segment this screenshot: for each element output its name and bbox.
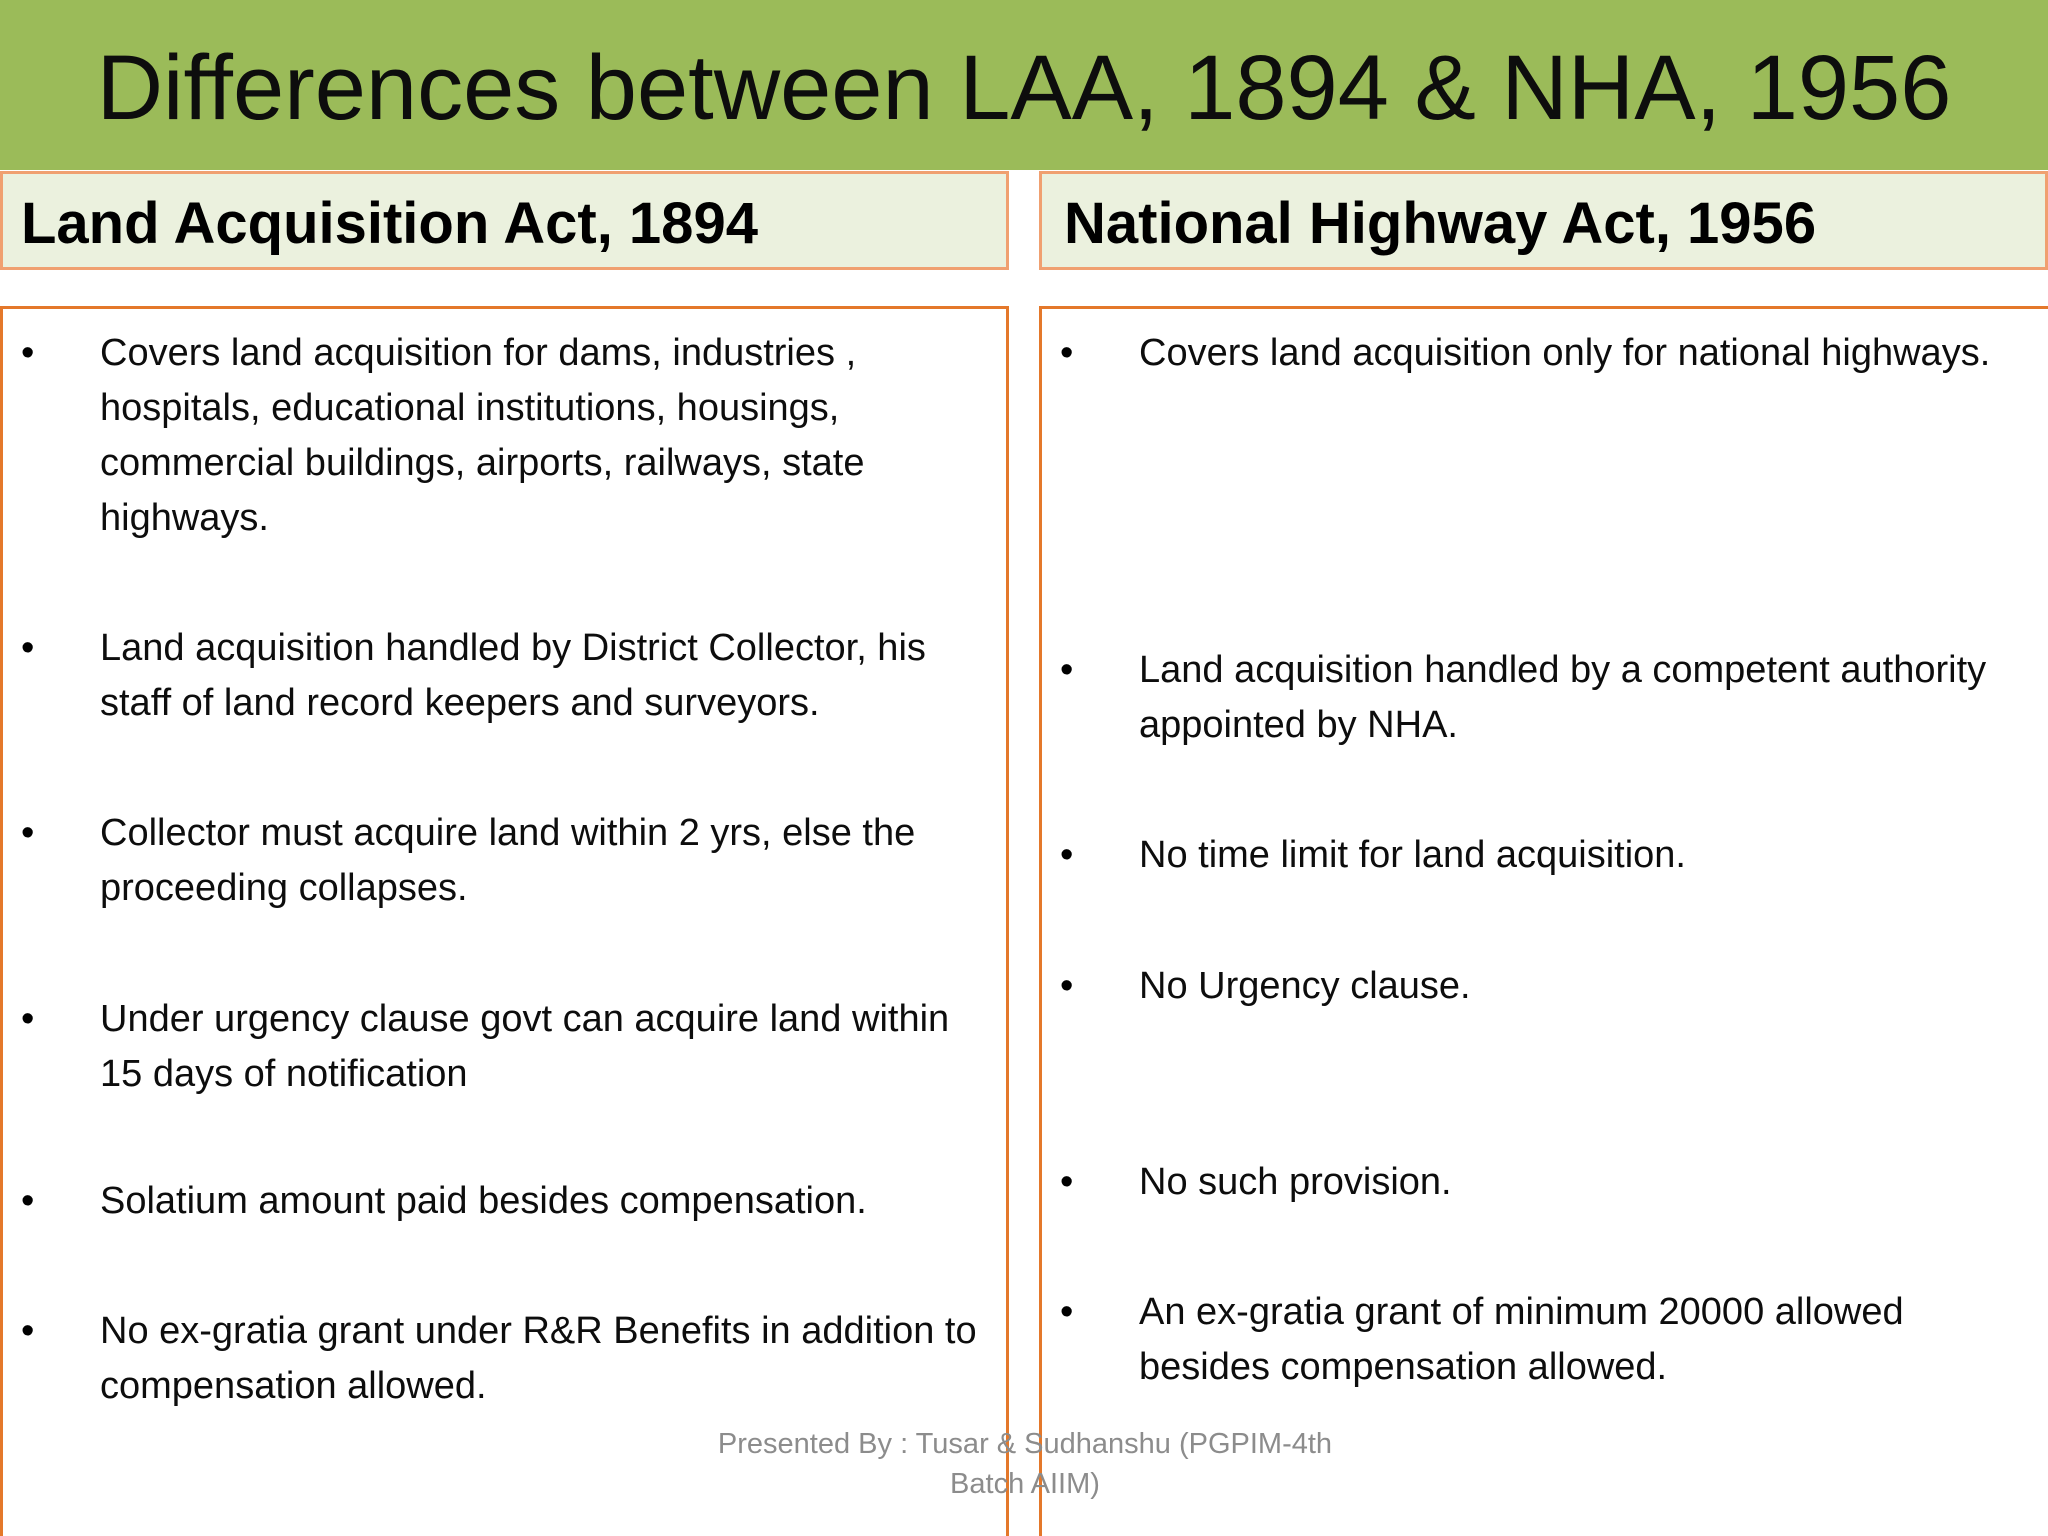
bullet-icon: •	[1060, 332, 1074, 374]
bullet-icon: •	[1060, 1291, 1074, 1333]
left-column-body	[0, 306, 1009, 1536]
list-item-text: Covers land acquisition for dams, industries , hospitals, educational institutions, housings, commercial buildings, airports, railways, state highways.	[100, 332, 865, 539]
left-column-header-label: Land Acquisition Act, 1894	[21, 191, 758, 256]
list-item-text: Solatium amount paid besides compensation.	[100, 1180, 867, 1222]
list-item-text: Collector must acquire land within 2 yrs, else the proceeding collapses.	[100, 812, 916, 909]
right-column-body	[1039, 306, 2048, 1536]
presenter-footer: Presented By : Tusar & Sudhanshu (PGPIM-4th Batch AIIM)	[717, 1428, 1333, 1500]
left-column-header	[0, 171, 1009, 270]
list-item-text: An ex-gratia grant of minimum 20000 allowed besides compensation allowed.	[1139, 1291, 1904, 1388]
right-column-header	[1039, 171, 2048, 270]
list-item-text: No ex-gratia grant under R&R Benefits in addition to compensation allowed.	[100, 1310, 977, 1407]
slide-title: Differences between LAA, 1894 & NHA, 1956	[96, 37, 1952, 139]
bullet-icon: •	[1060, 834, 1074, 876]
list-item-text: No such provision.	[1139, 1161, 1452, 1203]
list-item-text: Under urgency clause govt can acquire land within 15 days of notification	[100, 998, 950, 1095]
bullet-icon: •	[21, 998, 35, 1040]
right-column-header-label: National Highway Act, 1956	[1064, 191, 1817, 256]
list-item-text: No time limit for land acquisition.	[1139, 834, 1686, 876]
list-item-text: No Urgency clause.	[1139, 965, 1471, 1007]
list-item-text: Covers land acquisition only for national highways.	[1139, 332, 1991, 374]
list-item-text: Land acquisition handled by District Collector, his staff of land record keepers and surveyors.	[100, 627, 926, 724]
list-item-text: Land acquisition handled by a competent authority appointed by NHA.	[1139, 649, 1987, 746]
bullet-icon: •	[21, 332, 35, 374]
bullet-icon: •	[21, 812, 35, 854]
bullet-icon: •	[21, 627, 35, 669]
bullet-icon: •	[1060, 1161, 1074, 1203]
bullet-icon: •	[21, 1180, 35, 1222]
bullet-icon: •	[1060, 649, 1074, 691]
bullet-icon: •	[21, 1310, 35, 1352]
bullet-icon: •	[1060, 965, 1074, 1007]
